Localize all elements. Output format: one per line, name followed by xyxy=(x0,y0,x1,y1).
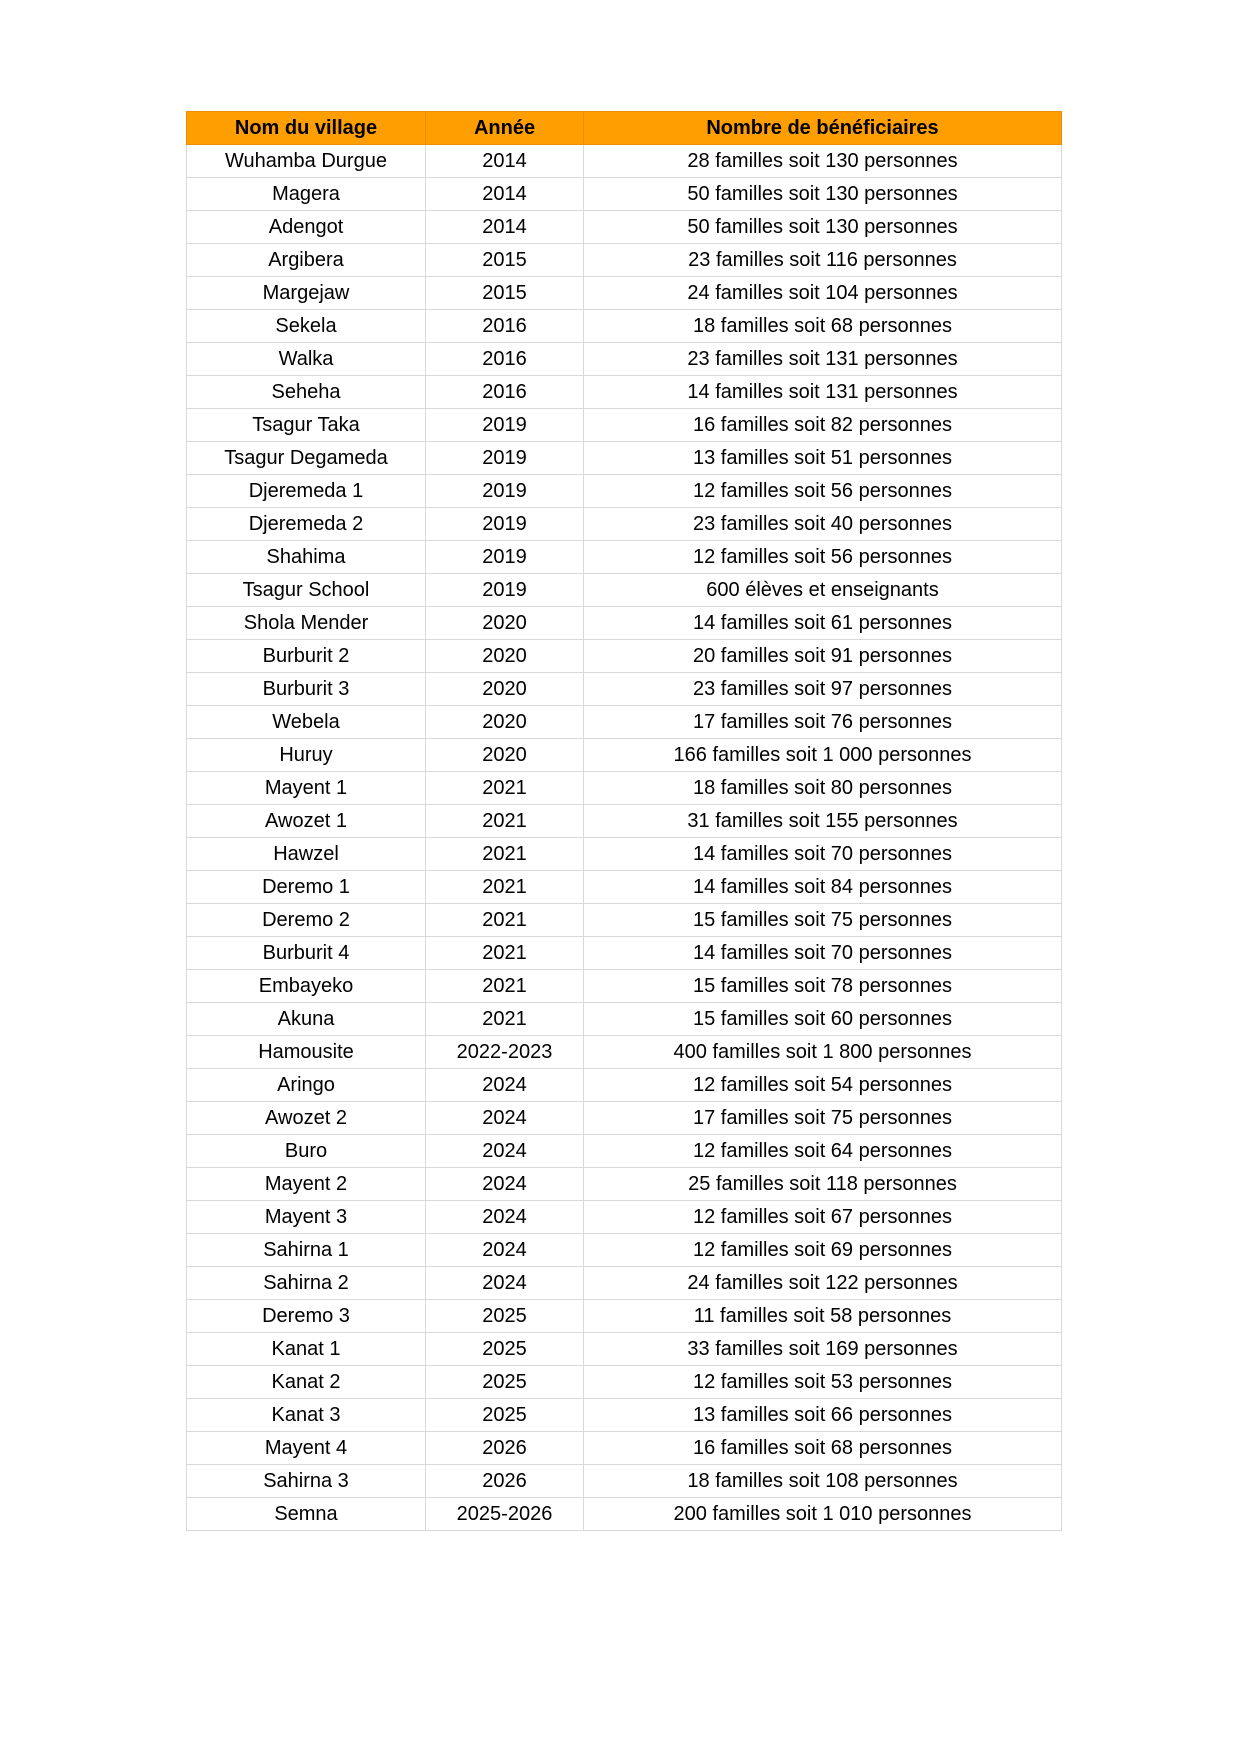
cell-beneficiaries: 15 familles soit 78 personnes xyxy=(584,970,1062,1003)
cell-beneficiaries: 14 familles soit 70 personnes xyxy=(584,838,1062,871)
table-row xyxy=(187,145,1062,178)
cell-village: Shahima xyxy=(187,541,426,574)
cell-village: Sahirna 1 xyxy=(187,1234,426,1267)
cell-year: 2024 xyxy=(426,1234,584,1267)
cell-year: 2025 xyxy=(426,1300,584,1333)
table-row xyxy=(187,970,1062,1003)
cell-year: 2014 xyxy=(426,178,584,211)
cell-village: Djeremeda 1 xyxy=(187,475,426,508)
cell-beneficiaries: 14 familles soit 61 personnes xyxy=(584,607,1062,640)
cell-village: Hawzel xyxy=(187,838,426,871)
cell-year: 2020 xyxy=(426,739,584,772)
cell-year: 2021 xyxy=(426,970,584,1003)
cell-village: Burburit 3 xyxy=(187,673,426,706)
cell-year: 2025-2026 xyxy=(426,1498,584,1531)
table-row xyxy=(187,574,1062,607)
cell-village: Awozet 1 xyxy=(187,805,426,838)
cell-village: Adengot xyxy=(187,211,426,244)
cell-beneficiaries: 24 familles soit 122 personnes xyxy=(584,1267,1062,1300)
table-row xyxy=(187,1300,1062,1333)
cell-village: Huruy xyxy=(187,739,426,772)
cell-beneficiaries: 400 familles soit 1 800 personnes xyxy=(584,1036,1062,1069)
table-row xyxy=(187,1135,1062,1168)
cell-year: 2025 xyxy=(426,1366,584,1399)
cell-village: Sekela xyxy=(187,310,426,343)
table-row xyxy=(187,1399,1062,1432)
column-header-village: Nom du village xyxy=(187,112,426,145)
cell-village: Sahirna 2 xyxy=(187,1267,426,1300)
cell-village: Deremo 1 xyxy=(187,871,426,904)
table-row xyxy=(187,772,1062,805)
table-row xyxy=(187,805,1062,838)
cell-year: 2024 xyxy=(426,1201,584,1234)
cell-beneficiaries: 15 familles soit 60 personnes xyxy=(584,1003,1062,1036)
cell-beneficiaries: 12 familles soit 53 personnes xyxy=(584,1366,1062,1399)
cell-village: Wuhamba Durgue xyxy=(187,145,426,178)
table-header xyxy=(187,112,1062,145)
table-row xyxy=(187,1498,1062,1531)
cell-village: Walka xyxy=(187,343,426,376)
cell-beneficiaries: 50 familles soit 130 personnes xyxy=(584,178,1062,211)
table-row xyxy=(187,1366,1062,1399)
table-row xyxy=(187,1003,1062,1036)
table-row xyxy=(187,310,1062,343)
table-row xyxy=(187,1333,1062,1366)
cell-year: 2019 xyxy=(426,574,584,607)
cell-year: 2019 xyxy=(426,541,584,574)
table-row xyxy=(187,508,1062,541)
cell-beneficiaries: 12 familles soit 56 personnes xyxy=(584,541,1062,574)
cell-year: 2025 xyxy=(426,1333,584,1366)
table-row xyxy=(187,376,1062,409)
cell-beneficiaries: 23 familles soit 97 personnes xyxy=(584,673,1062,706)
cell-year: 2026 xyxy=(426,1465,584,1498)
table-row xyxy=(187,1267,1062,1300)
table-row xyxy=(187,1168,1062,1201)
cell-beneficiaries: 31 familles soit 155 personnes xyxy=(584,805,1062,838)
cell-beneficiaries: 14 familles soit 84 personnes xyxy=(584,871,1062,904)
cell-beneficiaries: 20 familles soit 91 personnes xyxy=(584,640,1062,673)
cell-beneficiaries: 11 familles soit 58 personnes xyxy=(584,1300,1062,1333)
cell-village: Aringo xyxy=(187,1069,426,1102)
cell-beneficiaries: 600 élèves et enseignants xyxy=(584,574,1062,607)
cell-beneficiaries: 17 familles soit 75 personnes xyxy=(584,1102,1062,1135)
table-row xyxy=(187,904,1062,937)
cell-village: Shola Mender xyxy=(187,607,426,640)
cell-beneficiaries: 14 familles soit 70 personnes xyxy=(584,937,1062,970)
cell-year: 2019 xyxy=(426,508,584,541)
cell-year: 2016 xyxy=(426,343,584,376)
table-row xyxy=(187,211,1062,244)
cell-year: 2015 xyxy=(426,244,584,277)
cell-year: 2016 xyxy=(426,376,584,409)
cell-year: 2020 xyxy=(426,607,584,640)
cell-year: 2021 xyxy=(426,937,584,970)
table-row xyxy=(187,739,1062,772)
cell-village: Deremo 2 xyxy=(187,904,426,937)
cell-village: Burburit 4 xyxy=(187,937,426,970)
cell-year: 2021 xyxy=(426,772,584,805)
cell-year: 2024 xyxy=(426,1069,584,1102)
column-header-beneficiaries: Nombre de bénéficiaires xyxy=(584,112,1062,145)
cell-village: Sahirna 3 xyxy=(187,1465,426,1498)
table-row xyxy=(187,1234,1062,1267)
cell-village: Djeremeda 2 xyxy=(187,508,426,541)
cell-year: 2026 xyxy=(426,1432,584,1465)
cell-year: 2019 xyxy=(426,442,584,475)
cell-year: 2021 xyxy=(426,904,584,937)
cell-beneficiaries: 25 familles soit 118 personnes xyxy=(584,1168,1062,1201)
cell-beneficiaries: 12 familles soit 56 personnes xyxy=(584,475,1062,508)
header-row xyxy=(187,112,1062,145)
cell-village: Awozet 2 xyxy=(187,1102,426,1135)
cell-village: Kanat 3 xyxy=(187,1399,426,1432)
table-body xyxy=(187,145,1062,1531)
cell-village: Margejaw xyxy=(187,277,426,310)
cell-year: 2024 xyxy=(426,1267,584,1300)
cell-village: Argibera xyxy=(187,244,426,277)
table-row xyxy=(187,1102,1062,1135)
cell-village: Embayeko xyxy=(187,970,426,1003)
table-row xyxy=(187,1069,1062,1102)
cell-beneficiaries: 18 familles soit 68 personnes xyxy=(584,310,1062,343)
cell-year: 2022-2023 xyxy=(426,1036,584,1069)
cell-year: 2024 xyxy=(426,1135,584,1168)
table-row xyxy=(187,706,1062,739)
cell-village: Tsagur Taka xyxy=(187,409,426,442)
table-row xyxy=(187,1201,1062,1234)
cell-year: 2021 xyxy=(426,838,584,871)
cell-year: 2025 xyxy=(426,1399,584,1432)
cell-beneficiaries: 23 familles soit 116 personnes xyxy=(584,244,1062,277)
cell-year: 2021 xyxy=(426,871,584,904)
cell-beneficiaries: 16 familles soit 68 personnes xyxy=(584,1432,1062,1465)
table-row xyxy=(187,541,1062,574)
table-row xyxy=(187,244,1062,277)
table-row xyxy=(187,475,1062,508)
cell-village: Mayent 4 xyxy=(187,1432,426,1465)
table-row xyxy=(187,178,1062,211)
cell-beneficiaries: 166 familles soit 1 000 personnes xyxy=(584,739,1062,772)
cell-village: Kanat 2 xyxy=(187,1366,426,1399)
cell-beneficiaries: 50 familles soit 130 personnes xyxy=(584,211,1062,244)
cell-year: 2016 xyxy=(426,310,584,343)
cell-year: 2024 xyxy=(426,1102,584,1135)
column-header-year: Année xyxy=(426,112,584,145)
cell-year: 2021 xyxy=(426,805,584,838)
cell-beneficiaries: 23 familles soit 131 personnes xyxy=(584,343,1062,376)
beneficiaries-table xyxy=(186,111,1062,1531)
cell-village: Semna xyxy=(187,1498,426,1531)
cell-beneficiaries: 23 familles soit 40 personnes xyxy=(584,508,1062,541)
cell-village: Kanat 1 xyxy=(187,1333,426,1366)
cell-beneficiaries: 12 familles soit 54 personnes xyxy=(584,1069,1062,1102)
cell-village: Deremo 3 xyxy=(187,1300,426,1333)
cell-village: Tsagur School xyxy=(187,574,426,607)
cell-year: 2015 xyxy=(426,277,584,310)
cell-beneficiaries: 12 familles soit 64 personnes xyxy=(584,1135,1062,1168)
cell-beneficiaries: 12 familles soit 67 personnes xyxy=(584,1201,1062,1234)
cell-beneficiaries: 33 familles soit 169 personnes xyxy=(584,1333,1062,1366)
table-row xyxy=(187,277,1062,310)
table-row xyxy=(187,838,1062,871)
cell-year: 2019 xyxy=(426,409,584,442)
table-row xyxy=(187,1036,1062,1069)
table-row xyxy=(187,673,1062,706)
cell-year: 2020 xyxy=(426,640,584,673)
cell-beneficiaries: 18 familles soit 108 personnes xyxy=(584,1465,1062,1498)
cell-village: Mayent 2 xyxy=(187,1168,426,1201)
cell-year: 2020 xyxy=(426,673,584,706)
cell-village: Buro xyxy=(187,1135,426,1168)
cell-village: Tsagur Degameda xyxy=(187,442,426,475)
cell-village: Mayent 1 xyxy=(187,772,426,805)
table-row xyxy=(187,343,1062,376)
table-row xyxy=(187,607,1062,640)
table-row xyxy=(187,409,1062,442)
cell-year: 2014 xyxy=(426,145,584,178)
cell-village: Burburit 2 xyxy=(187,640,426,673)
cell-year: 2024 xyxy=(426,1168,584,1201)
cell-village: Webela xyxy=(187,706,426,739)
table-row xyxy=(187,442,1062,475)
cell-year: 2021 xyxy=(426,1003,584,1036)
cell-beneficiaries: 12 familles soit 69 personnes xyxy=(584,1234,1062,1267)
table-row xyxy=(187,871,1062,904)
table-row xyxy=(187,1432,1062,1465)
cell-village: Hamousite xyxy=(187,1036,426,1069)
table-row xyxy=(187,640,1062,673)
cell-beneficiaries: 14 familles soit 131 personnes xyxy=(584,376,1062,409)
cell-beneficiaries: 15 familles soit 75 personnes xyxy=(584,904,1062,937)
cell-beneficiaries: 28 familles soit 130 personnes xyxy=(584,145,1062,178)
table-row xyxy=(187,1465,1062,1498)
cell-village: Magera xyxy=(187,178,426,211)
cell-beneficiaries: 13 familles soit 66 personnes xyxy=(584,1399,1062,1432)
cell-village: Akuna xyxy=(187,1003,426,1036)
cell-beneficiaries: 16 familles soit 82 personnes xyxy=(584,409,1062,442)
table-row xyxy=(187,937,1062,970)
cell-year: 2020 xyxy=(426,706,584,739)
cell-beneficiaries: 18 familles soit 80 personnes xyxy=(584,772,1062,805)
cell-beneficiaries: 24 familles soit 104 personnes xyxy=(584,277,1062,310)
cell-village: Mayent 3 xyxy=(187,1201,426,1234)
cell-year: 2014 xyxy=(426,211,584,244)
cell-beneficiaries: 200 familles soit 1 010 personnes xyxy=(584,1498,1062,1531)
cell-beneficiaries: 17 familles soit 76 personnes xyxy=(584,706,1062,739)
cell-village: Seheha xyxy=(187,376,426,409)
cell-year: 2019 xyxy=(426,475,584,508)
cell-beneficiaries: 13 familles soit 51 personnes xyxy=(584,442,1062,475)
